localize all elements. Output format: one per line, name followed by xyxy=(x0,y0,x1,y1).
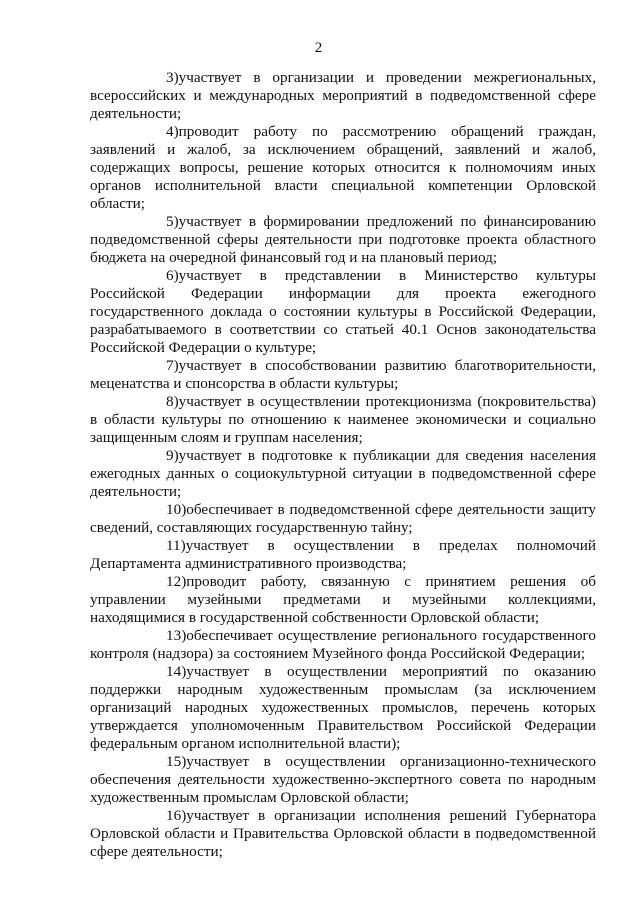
item-number: 6) xyxy=(166,267,179,284)
item-text: участвует в организации и проведении межрегиональных, всероссийских и международных мероприятий в подведомственной сфере деятельности; xyxy=(90,69,596,122)
item-text: участвует в формировании предложений по финансированию подведомственной сферы деятельности при подготовке проекта областного бюджета на очередной финансовый год и на плановый период; xyxy=(90,213,596,266)
item-text: участвует в осуществлении протекционизма (покровительства) в области культуры по отношению к наименее экономически и социально защищенным слоям и группам населения; xyxy=(90,393,596,446)
list-item xyxy=(90,357,596,393)
list-item xyxy=(90,123,596,213)
item-number: 5) xyxy=(166,213,179,230)
item-text: участвует в способствовании развитию благотворительности, меценатства и спонсорства в области культуры; xyxy=(90,357,596,392)
item-text: участвует в осуществлении мероприятий по оказанию поддержки народным художественным промыслам (за исключением организаций народных художественных промыслов, перечень которых утверждается уполномоченным Правительством Российской Федерации федеральным органом исполнительной власти); xyxy=(90,663,596,752)
list-item xyxy=(90,663,596,753)
item-text: участвует в организации исполнения решений Губернатора Орловской области и Правительства Орловской области в подведомственной сфере деятельности; xyxy=(90,807,596,860)
item-number: 10) xyxy=(166,501,187,518)
item-number: 8) xyxy=(166,393,179,410)
item-number: 9) xyxy=(166,447,179,464)
list-item xyxy=(90,537,596,573)
item-text: обеспечивает в подведомственной сфере деятельности защиту сведений, составляющих государственную тайну; xyxy=(90,501,596,536)
item-text: участвует в осуществлении в пределах полномочий Департамента административного производства; xyxy=(90,537,596,572)
item-text: участвует в подготовке к публикации для сведения населения ежегодных данных о социокультурной ситуации в подведомственной сфере деятельности; xyxy=(90,447,596,500)
item-text: участвует в осуществлении организационно-технического обеспечения деятельности художественно-экспертного совета по народным художественным промыслам Орловской области; xyxy=(90,753,596,806)
list-item xyxy=(90,501,596,537)
list-item xyxy=(90,573,596,627)
list-item xyxy=(90,393,596,447)
list-item xyxy=(90,753,596,807)
document-body xyxy=(90,69,596,861)
item-text: участвует в представлении в Министерство культуры Российской Федерации информации для проекта ежегодного государственного доклада о состоянии культуры в Российской Федерации, разрабатываемого в соответствии со статьей 40.1 Основ законодательства Российской Федерации о культуре; xyxy=(90,267,596,356)
item-number: 4) xyxy=(166,123,179,140)
item-number: 14) xyxy=(166,663,187,680)
list-item xyxy=(90,69,596,123)
item-number: 16) xyxy=(166,807,187,824)
item-number: 12) xyxy=(166,573,187,590)
list-item xyxy=(90,267,596,357)
list-item xyxy=(90,447,596,501)
item-number: 3) xyxy=(166,69,179,86)
item-number: 13) xyxy=(166,627,187,644)
item-number: 15) xyxy=(166,753,187,770)
page-number: 2 xyxy=(314,40,323,56)
item-text: обеспечивает осуществление регионального государственного контроля (надзора) за состоянием Музейного фонда Российской Федерации; xyxy=(90,627,596,662)
list-item xyxy=(90,807,596,861)
list-item xyxy=(90,213,596,267)
item-text: проводит работу, связанную с принятием решения об управлении музейными предметами и музейными коллекциями, находящимися в государственной собственности Орловской области; xyxy=(90,573,596,626)
item-number: 7) xyxy=(166,357,179,374)
item-text: проводит работу по рассмотрению обращений граждан, заявлений и жалоб, за исключением обращений, заявлений и жалоб, содержащих вопросы, решение которых относится к полномочиям иных органов исполнительной власти специальной компетенции Орловской области; xyxy=(90,123,596,212)
list-item xyxy=(90,627,596,663)
item-number: 11) xyxy=(166,537,186,554)
